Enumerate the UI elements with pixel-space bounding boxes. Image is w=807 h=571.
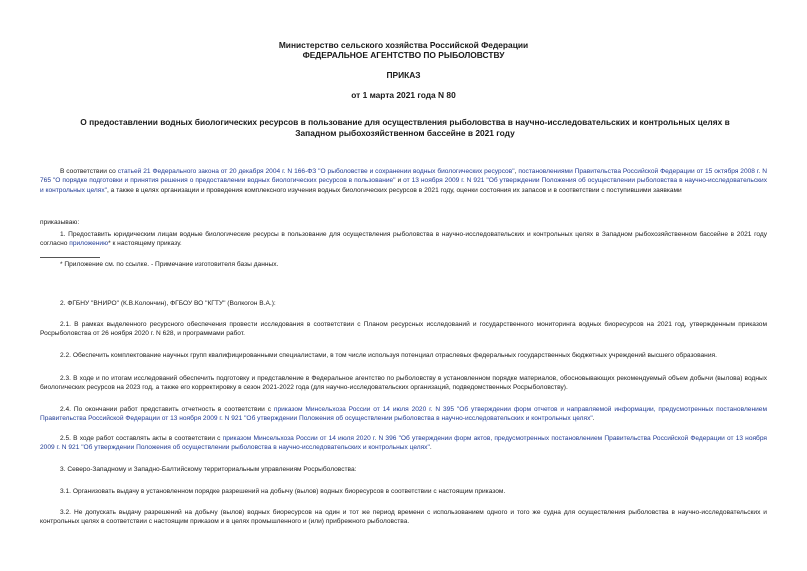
preamble-text-4: , а также в целях организации и проведения комплексного изучения водных биологических ресурсов в 2021 году, оценки состояния их запасов и в соответствии с поступившими заявками <box>107 186 682 194</box>
agency-name: ФЕДЕРАЛЬНОЕ АГЕНТСТВО ПО РЫБОЛОВСТВУ <box>302 50 505 60</box>
resolution-921-link[interactable]: от 13 ноября 2009 г. N 921 "Об утверждении Положения об осуществлении рыболовства в научно-исследовательских и контрольных целях" <box>40 177 768 194</box>
order-395-link[interactable]: приказом Минсельхоза России от 14 июля 2020 г. N 395 "Об утверждении форм отчетов и направляемой информации, предусмотренных постановлением Правительства Российской Федерации от 13 ноября 2009 г. N 921 "Об утверждении Положения об осуществлении рыболовства в научно-исследовательских и контрольных целях" <box>40 406 767 423</box>
document-type: ПРИКАЗ <box>386 70 421 80</box>
footnote-divider <box>40 257 100 258</box>
item-2-4-text-end: . <box>592 415 595 423</box>
item-2-5-text-end: . <box>429 444 432 452</box>
preamble-text-2: , <box>514 168 519 175</box>
item-2-3: 2.3. В ходе и по итогам исследований обеспечить подготовку и представление в Федеральное агентство по рыболовству в установленном порядке материалов, обосновывающих рекомендуемый объем добычи (вылова) водных биологических ресурсов на 2023 год, а также его корректировку в сезон 2021-2022 года (для научно-исследовательских организаций, подведомственных Росрыболовству). <box>40 375 767 392</box>
item-2-2: 2.2. Обеспечить комплектование научных групп квалифицированными специалистами, в том числе используя потенциал отраслевых федеральных государственных бюджетных учреждений высшего образования. <box>60 352 717 359</box>
item-3-1: 3.1. Организовать выдачу в установленном порядке разрешений на добычу (вылов) водных биоресурсов в соответствии с настоящим приказом. <box>60 488 506 495</box>
ministry-name: Министерство сельского хозяйства Российской Федерации <box>278 40 529 50</box>
law-link[interactable]: статьей 21 Федерального закона от 20 декабря 2004 г. N 166-ФЗ "О рыболовстве и сохранении водных биологических ресурсов" <box>117 168 515 175</box>
item-2: 2. ФГБНУ "ВНИРО" (К.В.Колончин), ФГБОУ ВО "КГТУ" (Волкогон В.А.): <box>60 300 276 307</box>
item-3-2: 3.2. Не допускать выдачу разрешений на добычу (вылов) водных биоресурсов на один и тот же период времени с использованием одного и того же судна для осуществления рыболовства в научно-исследовательских и контрольных целях в соответствии с настоящим приказом и в целях промышленного и (или) прибрежного рыболовства. <box>40 509 767 526</box>
preamble-text-3: и <box>395 177 404 185</box>
item-2-1: 2.1. В рамках выделенного ресурсного обеспечения провести исследования в соответствии с Планом ресурсных исследований и государственного мониторинга водных биоресурсов на 2021 год, утвержденным приказом Росрыболовства от 26 ноября 2020 г. N 628, и программами работ. <box>40 321 767 338</box>
item-1-paragraph <box>40 230 767 249</box>
item-2-4-text: 2.4. По окончании работ представить отчетность в соответствии с <box>60 406 274 413</box>
preamble-paragraph <box>40 167 767 195</box>
document-title-line-2: Западном рыбохозяйственном бассейне в 2021 году <box>295 128 515 138</box>
resolution-765-link[interactable]: постановлениями Правительства Российской Федерации от 15 октября 2008 г. N 765 "О порядке подготовки и принятия решения о предоставлении водных биологических ресурсов в пользование" <box>40 168 767 185</box>
appendix-link[interactable]: приложению <box>69 240 109 248</box>
item-1-text-end: * к настоящему приказу. <box>108 240 182 248</box>
document-title <box>80 117 730 139</box>
item-2-5-paragraph <box>40 434 767 453</box>
item-2-5-text: 2.5. В ходе работ составлять акты в соответствии с <box>60 435 223 442</box>
document-title-line-1: О предоставлении водных биологических ресурсов в пользование для осуществления рыболовства в научно-исследовательских и контрольных целях в <box>80 117 730 127</box>
document-date-number: от 1 марта 2021 года N 80 <box>351 90 456 100</box>
order-396-link[interactable]: приказом Минсельхоза России от 14 июля 2020 г. N 396 "Об утверждении форм актов, предусмотренных постановлением Правительства Российской Федерации от 13 ноября 2009 г. N 921 "Об утверждении Положения об осуществлении рыболовства в научно-исследовательских и контрольных целях" <box>40 435 767 452</box>
item-2-4-paragraph <box>40 405 767 424</box>
preamble-text-1: В соответствии со <box>60 168 118 175</box>
item-3: 3. Северо-Западному и Западно-Балтийскому территориальным управлениям Росрыболовства: <box>60 466 357 473</box>
order-word: приказываю: <box>40 219 80 226</box>
item-1-text: 1. Предоставить юридическим лицам водные биологические ресурсы в пользование для осуществления рыболовства в научно-исследовательских и контрольных целях в Западном рыбохозяйственном бассейне в 2021 году согласно <box>40 231 767 248</box>
footnote: * Приложение см. по ссылке. - Примечание изготовителя базы данных. <box>60 261 279 268</box>
